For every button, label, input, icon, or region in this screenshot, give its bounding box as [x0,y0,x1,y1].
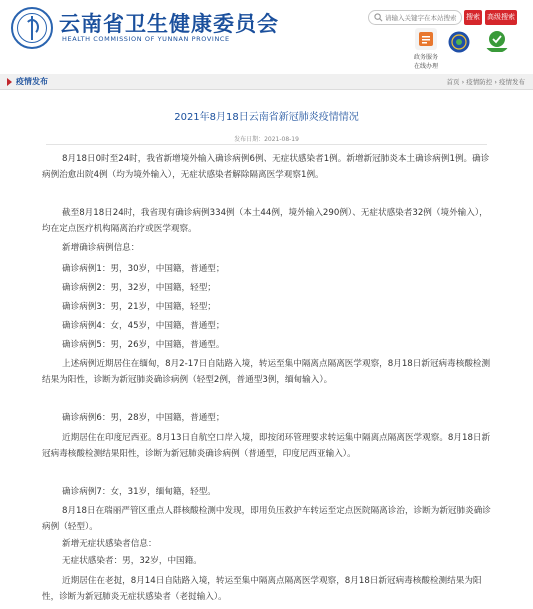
breadcrumb-separator: › [494,78,499,86]
breadcrumb-home[interactable]: 首页 [446,78,460,86]
health-commission-logo-icon[interactable] [11,7,53,49]
article-paragraph: 确诊病例5：男，26岁，中国籍，普通型。 [62,340,225,350]
search-input[interactable] [385,12,459,23]
breadcrumb-epidemic-release[interactable]: 疫情发布 [499,78,525,86]
section-arrow-icon [7,78,12,86]
yunnan-health-app-icon[interactable] [484,29,510,53]
article-paragraph: 确诊病例6：男，28岁，中国籍，普通型； [62,413,225,423]
article-paragraph: 8月18日在瑞丽严管区重点人群核酸检测中发现，即用负压救护车转运至定点医院隔离诊治，诊断为新冠肺炎确诊病例（轻型）。 [42,506,491,532]
search-box[interactable] [368,10,462,25]
site-header [0,0,533,74]
article-paragraph: 确诊病例3：男，21岁，中国籍，轻型； [62,302,216,312]
government-service-icon [415,28,437,50]
site-title[interactable]: 云南省卫生健康委员会 [59,12,279,36]
article-paragraph: 8月18日0时至24时，我省新增境外输入确诊病例6例、无症状感染者1例。新增新冠肺炎本土确诊病例1例。确诊病例治愈出院4例（均为境外输入），无症状感染者解除隔离医学观察1例。 [42,154,490,180]
breadcrumb-separator: › [461,78,467,86]
article-paragraph: 新增无症状感染者信息： [62,539,157,549]
article-paragraph: 确诊病例2：男，32岁，中国籍，轻型； [62,283,216,293]
title-divider [46,144,487,145]
government-service-label-line2: 在线办理 [413,63,438,70]
breadcrumb [447,77,526,86]
government-service-label [409,52,443,70]
article-paragraph: 确诊病例4：女，45岁，中国籍，普通型； [62,321,225,331]
search-button[interactable]: 搜索 [464,10,482,25]
advanced-search-button[interactable]: 高级搜索 [485,10,517,25]
section-title[interactable]: 疫情发布 [16,77,48,86]
government-service-label-line1: 政务服务 [413,54,438,61]
article-paragraph: 上述病例近期居住在缅甸，8月2-17日自陆路入境，转运至集中隔离点隔离医学观察，8月18日新冠病毒核酸检测结果为阳性，诊断为新冠肺炎确诊病例（轻型2例，普通型3例，缅甸输入）。 [42,359,491,385]
article-paragraph: 新增确诊病例信息： [62,243,140,253]
article-paragraph: 近期居住在老挝，8月14日自陆路入境，转运至集中隔离点隔离医学观察，8月18日新冠病毒核酸检测结果为阳性，诊断为新冠肺炎无症状感染者（老挝输入）。 [42,576,482,602]
site-subtitle: HEALTH COMMISSION OF YUNNAN PROVINCE [62,35,230,43]
search-icon [374,13,383,22]
article-title: 2021年8月18日云南省新冠肺炎疫情情况 [174,112,359,123]
article-paragraph: 确诊病例1：男，30岁，中国籍，普通型； [62,264,225,274]
article-paragraph: 截至8月18日24时，我省现有确诊病例334例（本土44例，境外输入290例）、无症状感染者32例（境外输入），均在定点医疗机构隔离治疗或医学观察。 [42,208,488,234]
health-emblem-icon[interactable] [448,31,470,53]
breadcrumb-epidemic-control[interactable]: 疫情防控 [466,78,493,86]
section-nav-bar [0,74,533,90]
article-paragraph: 确诊病例7：女，31岁，缅甸籍，轻型。 [62,487,216,497]
article-paragraph: 近期居住在印度尼西亚。8月13日自航空口岸入境，即按闭环管理要求转运集中隔离点隔离医学观察。8月18日新冠病毒核酸检测结果阳性，诊断为新冠肺炎确诊病例（普通型，印度尼西亚输入）。 [42,433,491,459]
article-paragraph: 无症状感染者：男，32岁，中国籍。 [62,556,202,566]
article-date: 发布日期：2021-08-19 [234,136,299,143]
